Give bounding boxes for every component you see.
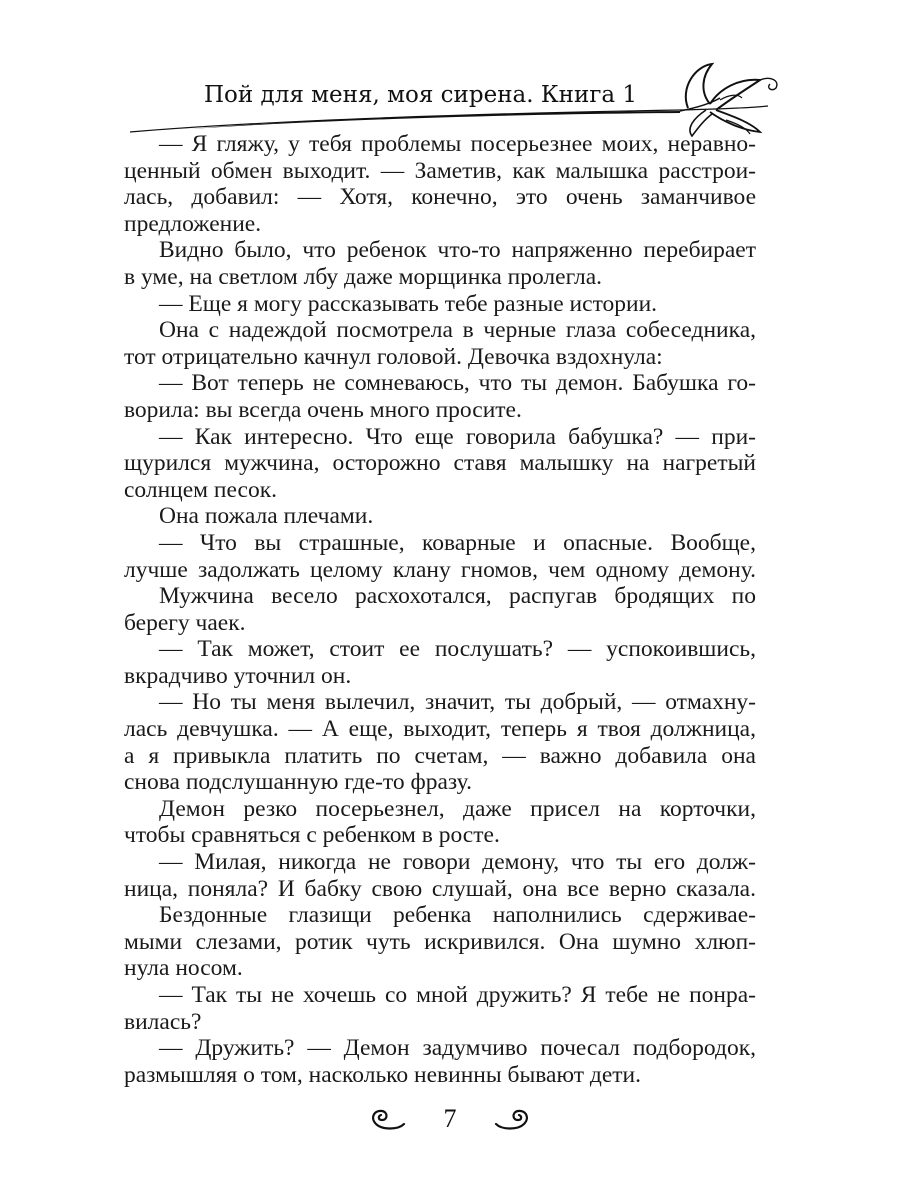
text-line: лучше задолжать целому клану гномов, чем одному демону. xyxy=(124,556,756,583)
text-line: предложение. xyxy=(124,210,262,237)
text-line: Видно было, что ребенок что-то напряженно перебирает xyxy=(159,237,756,264)
text-line: в уме, на светлом лбу даже морщинка пролегла. xyxy=(124,263,603,290)
text-line: снова подслушанную где-то фразу. xyxy=(124,769,472,796)
text-line: берегу чаек. xyxy=(124,609,246,636)
text-line: вилась? xyxy=(124,1008,202,1035)
text-line: а я привыкла платить по счетам, — важно добавила она xyxy=(124,742,756,769)
running-header-title: Пой для меня, моя сирена. Книга 1 xyxy=(204,82,638,108)
text-line: — Что вы страшные, коварные и опасные. Вообще, xyxy=(159,529,756,556)
text-line: солнцем песок. xyxy=(124,476,277,503)
text-line: Демон резко посерьезнел, даже присел на корточки, xyxy=(159,795,756,822)
main-text xyxy=(124,131,756,1088)
swirl-left-icon xyxy=(368,1106,408,1132)
text-line: — Вот теперь не сомневаюсь, что ты демон. Бабушка го- xyxy=(159,370,756,397)
text-line: ворила: вы всегда очень много просите. xyxy=(124,396,522,423)
text-line: — Так может, стоит ее послушать? — успокоившись, xyxy=(159,636,756,663)
text-line: нула носом. xyxy=(124,955,243,982)
text-line: чтобы сравняться с ребенком в росте. xyxy=(124,822,500,849)
text-line: Бездонные глазищи ребенка наполнились сдерживае- xyxy=(159,902,756,929)
text-line: тот отрицательно качнул головой. Девочка вздохнула: xyxy=(124,343,663,370)
text-line: ница, поняла? И бабку свою слушай, она все верно сказала. xyxy=(124,875,756,902)
text-line: — Я гляжу, у тебя проблемы посерьезнее моих, неравно- xyxy=(159,131,756,157)
text-line: вкрадчиво уточнил он. xyxy=(124,662,352,689)
running-header xyxy=(120,58,800,138)
text-line: размышляя о том, насколько невинны бывают дети. xyxy=(124,1061,641,1088)
text-line: мыми слезами, ротик чуть искривился. Она шумно хлюп- xyxy=(124,928,756,955)
swirl-right-icon xyxy=(492,1106,532,1132)
text-line: Она пожала плечами. xyxy=(159,503,374,530)
text-line: — Как интересно. Что еще говорила бабушка? — при- xyxy=(159,423,756,450)
text-line: — Но ты меня вылечил, значит, ты добрый, — отмахну- xyxy=(159,689,756,716)
text-line: щурился мужчина, осторожно ставя малышку на нагретый xyxy=(124,450,756,477)
text-line: — Милая, никогда не говори демону, что ты его долж- xyxy=(159,849,756,876)
text-line: — Еще я могу рассказывать тебе разные истории. xyxy=(159,290,658,317)
text-line: Мужчина весело расхохотался, распугав бродящих по xyxy=(159,583,756,610)
text-line: — Так ты не хочешь со мной дружить? Я тебе не понра- xyxy=(159,982,756,1008)
text-line: лась, добавил: — Хотя, конечно, это очень заманчивое xyxy=(124,184,756,211)
page-number: 7 xyxy=(443,1104,457,1133)
text-line: лась девчушка. — А еще, выходит, теперь я твоя должница, xyxy=(124,716,756,743)
text-line: Она с надеждой посмотрела в черные глаза собеседника, xyxy=(159,317,756,344)
text-line: ценный обмен выходит. — Заметив, как малышка расстрои- xyxy=(124,157,756,184)
text-line: — Дружить? — Демон задумчиво почесал подбородок, xyxy=(159,1035,756,1062)
page-footer xyxy=(360,1100,540,1140)
